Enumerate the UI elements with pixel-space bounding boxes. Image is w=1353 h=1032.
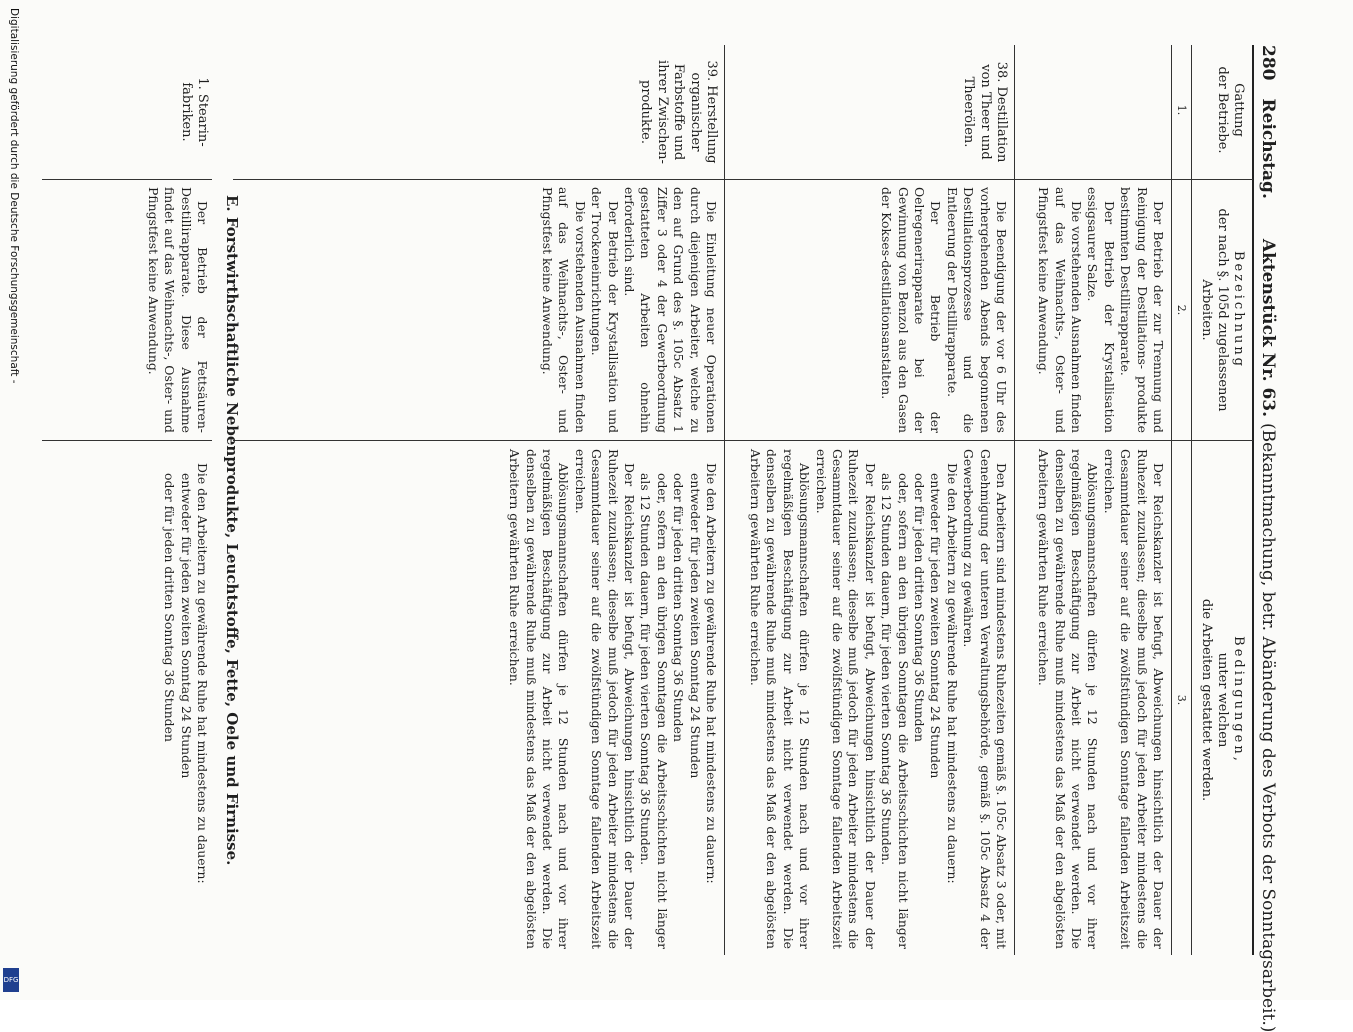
digitization-credit (2, 0, 22, 1000)
row2-col2-p1: Die Beendigung der vor 6 Uhr des vorhergehenden Abends begonnenen Destillationsprozesse und die Entleerung der Destillirapparate. (944, 187, 1009, 433)
dfg-logo: DFG (3, 968, 19, 992)
column-divider-2 (233, 440, 1253, 441)
section-e-heading: E. Forstwirthschaftliche Nebenprodukte, Leuchtstoffe, Fette, Oele und Firnisse. (223, 195, 241, 866)
row2-col3-option3: oder, sofern an den übrigen Sonntagen die Arbeitsschichten nicht länger als 12 Stunden dauern, für jeden vierten Sonntag 36 Stunden. (879, 473, 911, 949)
row1-rule (1014, 45, 1015, 955)
document-page (40, 45, 1290, 1032)
col3-heading-line1: Bedingungen, (1231, 636, 1246, 764)
row1-col3 (1035, 449, 1166, 949)
entry-e1-title: 1. Stearin-fabriken. (178, 77, 210, 147)
row2-col3-option2: oder für jeden dritten Sonntag 36 Stunden (911, 473, 927, 742)
e1-col3-option1: entweder für jeden zweiten Sonntag 24 Stunden (178, 473, 194, 779)
row3-col3-option2: oder für jeden dritten Sonntag 36 Stunden (671, 473, 687, 742)
col3-number: 3. (1175, 694, 1188, 706)
row1-col2-p2: Der Betrieb der Krystallisation essigsaurer Salze. (1085, 187, 1117, 433)
column-divider-1-e (42, 179, 212, 180)
e1-col3 (161, 449, 210, 949)
header-title (1258, 238, 1279, 1032)
column-divider-2-e (42, 440, 212, 441)
row3-col3-option3: oder, sofern an den übrigen Sonntagen die Arbeitsschichten nicht länger als 12 Stunden dauern, für jeden vierten Sonntag 36 Stunden. (638, 473, 670, 949)
column-divider-1 (233, 179, 1253, 180)
row1-col3-p1: Der Reichskanzler ist befugt, Abweichungen hinsichtlich der Dauer der Ruhezeit zuzulassen; dieselbe muß jedoch für jeden Arbeiter mindestens die Gesammtdauer seiner auf die zwölfstündigen Sonntage fallenden Arbeitszeit erreichen. (1101, 449, 1166, 949)
entry-39-title: 39. Herstellung organischer Farbstoffe und ihrer Zwischen-produkte. (638, 60, 719, 164)
row2-col3-p2: Die den Arbeitern zu gewährende Ruhe hat mindestens zu dauern: (944, 463, 960, 884)
page-number: 280 (1258, 45, 1279, 81)
row2-col3-option1: entweder für jeden zweiten Sonntag 24 Stunden (928, 473, 944, 779)
col2-heading-line1: Bezeichnung (1231, 250, 1246, 370)
e1-col2-p1: Der Betrieb der Fettsäuren-Destillirapparate. Diese Ausnahme findet auf das Weihnachts-, Oster- und Pfingstfest keine Anwendung. (145, 187, 210, 433)
heading-rule (1191, 45, 1192, 955)
row3-col3-option1: entweder für jeden zweiten Sonntag 24 Stunden (687, 473, 703, 779)
row1-col2 (1035, 187, 1166, 433)
col1-heading-line2: der Betriebe. (1215, 66, 1230, 154)
row3-col3-p1: Die den Arbeitern zu gewährende Ruhe hat mindestens zu dauern: (704, 463, 719, 884)
row2-col3-p1: Den Arbeitern sind mindestens Ruhezeiten gemäß §. 105c Absatz 3 oder, mit Genehmigung der unteren Verwaltungsbehörde, gemäß §. 105c Absatz 4 der Gewerbeordnung zu gewähren. (961, 449, 1009, 949)
col1-heading (1214, 45, 1246, 175)
row2-col3-p3: Der Reichskanzler ist befugt, Abweichungen hinsichtlich der Dauer der Ruhezeit zuzulassen; dieselbe muß jedoch für jeden Arbeiter mindestens die Gesammtdauer seiner auf die zwölfstündigen Sonntage fallenden Arbeitszeit erreichen. (813, 449, 878, 949)
col1-number: 1. (1175, 104, 1188, 116)
row1-col2-p1: Der Betrieb der zur Trennung und Reinigung der Destillations- produkte bestimmten Destillirapparate. (1118, 187, 1166, 433)
e1-col3-option2: oder für jeden dritten Sonntag 36 Stunden (162, 473, 178, 742)
col2-heading-line2: der nach §. 105d zugelassenen (1215, 208, 1230, 412)
row1-col2-p3: Die vorstehenden Ausnahmen finden auf das Weihnachts-, Oster- und Pfingstfest keine Anwendung. (1036, 187, 1084, 433)
col3-heading (1198, 445, 1246, 955)
running-header (1258, 45, 1290, 1032)
row3-col3-p2: Der Reichskanzler ist befugt, Abweichungen hinsichtlich der Dauer der Ruhezeit zuzulassen; dieselbe muß jedoch für jeden Arbeiter mindestens die Gesammtdauer seiner auf die zwölfstündigen Sonntage fallenden Arbeitszeit erreichen. (572, 449, 637, 949)
col1-heading-line1: Gattung (1231, 83, 1246, 137)
row3-col2-p3: Die vorstehenden Ausnahmen finden auf das Weihnachts-, Oster- und Pfingstfest keine Anwendung. (539, 187, 588, 433)
col3-heading-line3: die Arbeiten gestattet werden. (1199, 598, 1214, 802)
col2-heading-line3: Arbeiten. (1199, 279, 1214, 341)
document-number: Aktenstück Nr. 63. (1258, 238, 1279, 418)
row3-col3-p3: Ablösungsmannschaften dürfen je 12 Stunden nach und vor ihrer regelmäßigen Beschäftigung zur Arbeit nicht verwendet werden. Die denselben zu gewährende Ruhe muß mindestens das Maß der den abgelösten Arbeitern gewährten Ruhe erreichen. (507, 449, 572, 949)
col2-number: 2. (1175, 304, 1188, 316)
col2-heading (1198, 185, 1246, 435)
e1-col3-p1: Die den Arbeitern zu gewährende Ruhe hat mindestens zu dauern: (195, 463, 210, 884)
entry-38-title: 38. Destillation von Theer und Theerölen. (961, 61, 1009, 163)
row1-col3-p2: Ablösungsmannschaften dürfen je 12 Stunden nach und vor ihrer regelmäßigen Beschäftigung zur Arbeit nicht verwendet werden. Die denselben zu gewährende Ruhe muß mindestens das Maß der den abgelösten Arbeitern gewährten Ruhe erreichen. (1036, 449, 1101, 949)
number-rule (1171, 45, 1172, 955)
row2-col3 (747, 449, 1010, 949)
row3-col3 (506, 449, 719, 949)
row2-col2-p2: Der Betrieb der Oelregenerirapparate bei der Gewinnung von Benzol aus den Gasen der Kokses-destillationsanstalten. (879, 187, 944, 433)
e1-col2 (144, 187, 210, 433)
row3-col2 (539, 187, 719, 433)
header-subtitle: (Bekanntmachung, betr. Abänderung des Verbots der Sonntagsarbeit.) (1258, 422, 1279, 1032)
row3-col2-p2: Der Betrieb der Krystallisation und der Trockeneinrichtungen. (589, 187, 621, 433)
header-rule (1252, 45, 1254, 955)
row2-col3-p4: Ablösungsmannschaften dürfen je 12 Stunden nach und vor ihrer regelmäßigen Beschäftigung zur Arbeit nicht verwendet werden. Die denselben zu gewährende Ruhe muß mindestens das Maß der den abgelösten Arbeitern gewährten Ruhe erreichen. (747, 449, 813, 949)
row3-col2-p1: Die Einleitung neuer Operationen durch diejenigen Arbeiter, welche zu den auf Grund des §. 105c Absatz 1 Ziffer 3 oder 4 der Gewerbeordnung gestatteten Arbeiten ohnehin erforderlich sind. (621, 187, 719, 433)
row2-col2 (878, 187, 1009, 433)
col3-heading-line2: unter welchen (1215, 652, 1230, 748)
credit-text: Digitalisierung gefördert durch die Deutsche Forschungsgemeinschaft - (8, 8, 20, 384)
row2-rule (724, 45, 725, 955)
header-left: Reichstag. (1258, 98, 1279, 199)
